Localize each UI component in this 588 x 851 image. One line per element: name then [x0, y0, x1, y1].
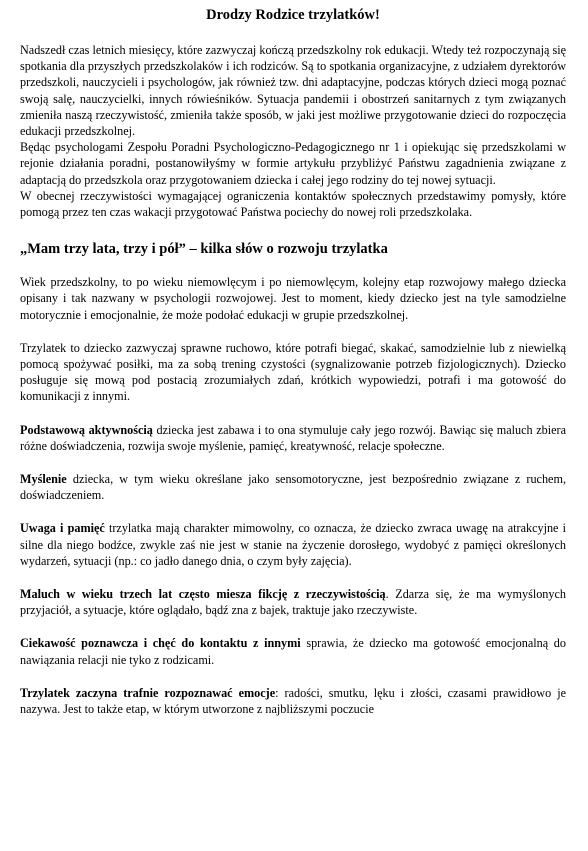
paragraph-2	[20, 340, 566, 405]
paragraph-6-text: . Zdarza się, że ma wymyślonych przyjaciół, a sytuacje, które oglądało, bądź zna z bajek, traktuje jako rzeczywiste.	[20, 587, 566, 618]
paragraph-1	[20, 274, 566, 323]
paragraph-5	[20, 520, 566, 569]
paragraph-8-lead: Trzylatek zaczyna trafnie rozpoznawać emocje	[20, 685, 276, 700]
paragraph-2-text: Trzylatek to dziecko zazwyczaj sprawne ruchowo, które potrafi biegać, skakać, samodzielnie lub z niewielką pomocą spożywać posiłki, ma za sobą trening czystości (sygnalizowanie potrzeb fizjologicznych). Dziecko posługuje się mową pod postacią zrozumiałych zdań, krótkich wypowiedzi, potrafi i ma gotowość do komunikacji z innymi.	[20, 340, 566, 404]
paragraph-3-text: dziecka jest zabawa i to ona stymuluje cały jego rozwój. Bawiąc się maluch zbiera różne doświadczenia, rozwija swoje myślenie, pamięć, kreatywność, relacje społeczne.	[20, 422, 566, 453]
paragraph-8	[20, 685, 566, 717]
paragraph-6-lead: Maluch w wieku trzech lat często miesza fikcję z rzeczywistością	[20, 587, 386, 602]
paragraph-7-lead: Ciekawość poznawcza i chęć do kontaktu z innymi	[20, 636, 301, 651]
intro-paragraph-1: Nadszedł czas letnich miesięcy, które zazwyczaj kończą przedszkolny rok edukacji. Wtedy też rozpoczynają się spotkania dla przyszłych przedszkolaków i ich rodziców. Są to spotkania organizacyjne, z udziałem dyrektorów przedszkoli, nauczycieli i psychologów, jak również tzw. dni adaptacyjne, podczas których dzieci mogą poznać swoją salę, nauczycielki, innych rówieśników. Sytuacja pandemii i obostrzeń sanitarnych z tym związanych zmieniła naszą rzeczywistość, zmieniła także sposób, w jaki jest możliwe przygotowanie dzieci do rozpoczęcia edukacji przedszkolnej.	[20, 43, 566, 139]
section-heading: „Mam trzy lata, trzy i pół” – kilka słów o rozwoju trzylatka	[20, 241, 388, 258]
paragraph-4-text: dziecka, w tym wieku określane jako sensomotoryczne, jest bezpośrednio związane z ruchem, doświadczeniem.	[20, 472, 566, 503]
paragraph-3	[20, 422, 566, 454]
paragraph-7-text: sprawia, że dziecko ma gotowość emocjonalną do nawiązania relacji nie tyko z rodzicami.	[20, 636, 566, 667]
intro-paragraph-2: Będąc psychologami Zespołu Poradni Psychologiczno-Pedagogicznego nr 1 i opiekując się przedszkolami w rejonie działania poradni, postanowiłyśmy w formie artykułu przybliżyć Państwu zagadnienia związane z adaptacją do przedszkola oraz przygotowaniem dziecka i całej jego rodziny do tej nowej sytuacji.	[20, 140, 566, 187]
intro-paragraph-3: W obecnej rzeczywistości wymagającej ograniczenia kontaktów społecznych przedstawimy pomysły, które pomogą przez ten czas wakacji przygotować Państwa pociechy do nowej roli przedszkolaka.	[20, 188, 566, 220]
paragraph-4	[20, 471, 566, 503]
paragraph-4-lead: Myślenie	[20, 472, 67, 487]
intro-section	[20, 42, 566, 220]
paragraph-5-text: trzylatka mają charakter mimowolny, co oznacza, że dziecko zwraca uwagę na atrakcyjne i silne dla niego bodźce, zwykle zaś nie jest w stanie na życzenie dorosłego, wydobyć z pamięci określonych wydarzeń, sytuacji (np.: co jadło danego dnia, o czym były zajęcia).	[20, 521, 566, 568]
body-section	[20, 274, 566, 717]
paragraph-8-text: : radości, smutku, lęku i złości, czasami prawidłowo je nazywa. Jest to także etap, w którym utworzone z najbliższymi poczucie	[20, 685, 566, 717]
paragraph-7	[20, 635, 566, 667]
paragraph-6	[20, 586, 566, 618]
paragraph-5-lead: Uwaga i pamięć	[20, 521, 105, 536]
paragraph-3-lead: Podstawową aktywnością	[20, 422, 153, 437]
page-title: Drodzy Rodzice trzylatków!	[206, 7, 380, 23]
paragraph-1-text: Wiek przedszkolny, to po wieku niemowlęcym i po niemowlęcym, kolejny etap rozwojowy małego dziecka opisany i tak nazwany w psychologii rozwojowej. Jest to moment, kiedy dziecko jest na tyle samodzielne motorycznie i emocjonalnie, że może podołać edukacji w grupie przedszkolnej.	[20, 275, 566, 322]
